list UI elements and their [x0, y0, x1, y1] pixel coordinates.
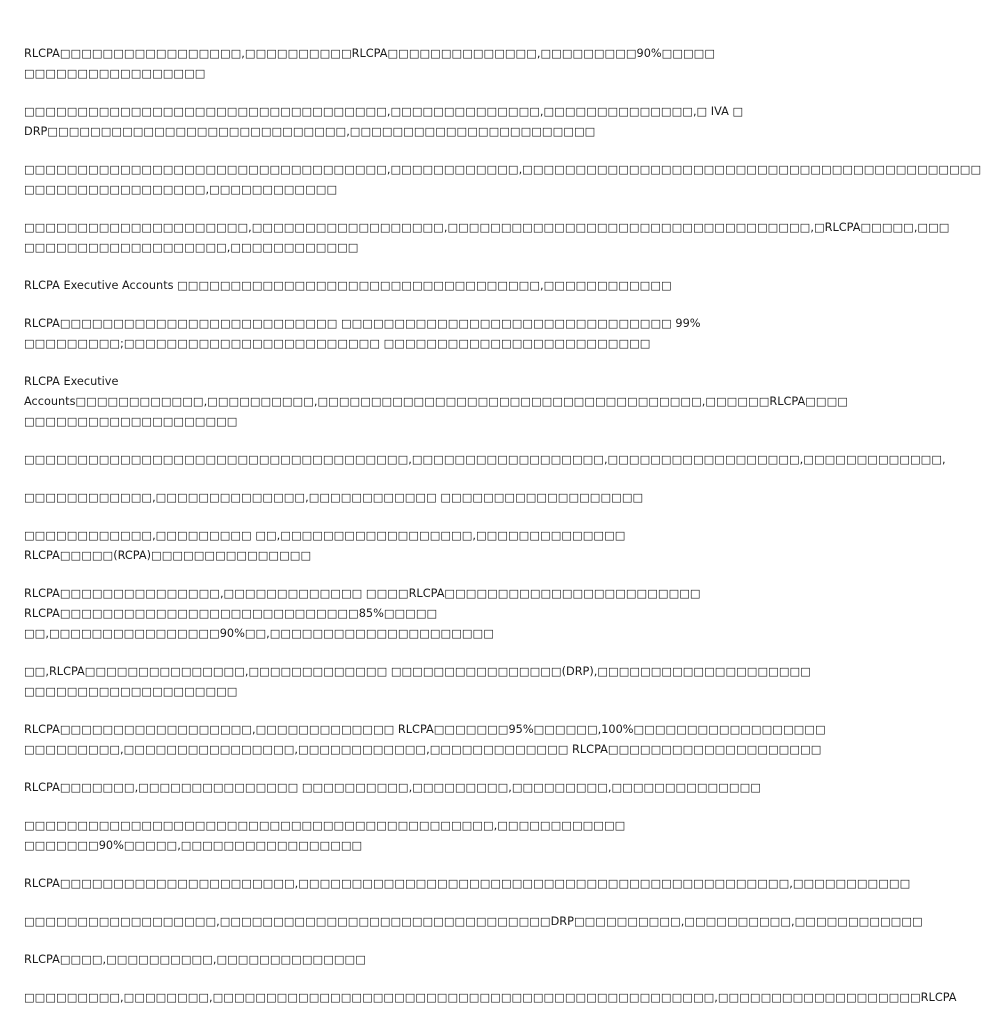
paragraph-14 [24, 778, 761, 798]
paragraph-8 [24, 450, 946, 470]
paragraph-6 [24, 314, 720, 354]
paragraph-9 [24, 488, 720, 508]
paragraph-5 [24, 276, 720, 296]
paragraph-line: □□□□□□□□□□□□□□□□□□□□ [24, 685, 238, 698]
paragraph-1 [24, 44, 720, 84]
paragraph-line: RLCPA□□□□□□□□□□□□□□□,□□□□□□□□□□□□□ □□□□RLCPA□□□□□□□□□□□□□□□□□□□□□□□□ [24, 587, 701, 600]
paragraph-line: RLCPA□□□□□□□□□□□□□□□□□□,□□□□□□□□□□□□□ RLCPA□□□□□□□95%□□□□□□,100%□□□□□□□□□□□□□□□□□□ [24, 723, 826, 736]
paragraph-line: □□□□□□□□□□□□□□□□□□□□□□□□□□□□□□□□□□□□□□□□□□□□,□□□□□□□□□□□□ [24, 819, 626, 832]
paragraph-11 [24, 584, 720, 644]
paragraph-line: □□□□□□□□□□□□□□□□□□□□ [24, 415, 238, 428]
paragraph-line: □□□□□□□□□□□□,□□□□□□□□□□□□□□,□□□□□□□□□□□□ □□□□□□□□□□□□□□□□□□□ [24, 491, 644, 504]
paragraph-line: DRP□□□□□□□□□□□□□□□□□□□□□□□□□□□□,□□□□□□□□□□□□□□□□□□□□□□□ [24, 125, 596, 138]
paragraph-line: □□□□□□□□□□□□□□□□□□□□□,□□□□□□□□□□□□□□□□□□,□□□□□□□□□□□□□□□□□□□□□□□□□□□□□□□□□□,□RLCPA□□□□□,□□□ [24, 221, 950, 234]
paragraph-line: RLCPA□□□□□□□□□□□□□□□□□□□□□□,□□□□□□□□□□□□□□□□□□□□□□□□□□□□□□□□□□□□□□□□□□□□□□,□□□□□□□□□□□ [24, 877, 911, 890]
paragraph-line: □□□□□□□□□,□□□□□□□□□□□□□□□□,□□□□□□□□□□□□,□□□□□□□□□□□□□ RLCPA□□□□□□□□□□□□□□□□□□□□ [24, 743, 822, 756]
paragraph-7 [24, 372, 848, 432]
paragraph-line: □□□□□□□□□□□□□□□□□□□,□□□□□□□□□□□□ [24, 241, 359, 254]
paragraph-line: RLCPA□□□□□□□□□□□□□□□□□□□□□□□□□□ □□□□□□□□□□□□□□□□□□□□□□□□□□□□□□□ 99% [24, 317, 701, 330]
paragraph-line: RLCPA□□□□□□□□□□□□□□□□□□□□□□□□□□□□85%□□□□□ [24, 607, 438, 620]
paragraph-18 [24, 950, 720, 970]
paragraph-line: □□□□□□□□□□□□□□□□□□,□□□□□□□□□□□□□□□□□□□□□□□□□□□□□□□DRP□□□□□□□□□□,□□□□□□□□□□,□□□□□□□□□□□□ [24, 915, 923, 928]
paragraph-line: □□□□□□□□□,□□□□□□□□,□□□□□□□□□□□□□□□□□□□□□□□□□□□□□□□□□□□□□□□□□□□□□□□,□□□□□□□□□□□□□□□□□□□RLCPA [24, 991, 957, 1004]
paragraph-4 [24, 218, 950, 258]
paragraph-12 [24, 662, 811, 702]
paragraph-10 [24, 526, 720, 566]
document-body [24, 44, 981, 1026]
paragraph-line: □□□□□□□□□□□□□□□□□□□□□□□□□□□□□□□□□□,□□□□□□□□□□□□,□□□□□□□□□□□□□□□□□□□□□□□□□□□□□□□□□□□□□□□□□□□ [24, 163, 981, 176]
paragraph-19 [24, 988, 957, 1008]
paragraph-16 [24, 874, 911, 894]
paragraph-15 [24, 816, 720, 856]
paragraph-13 [24, 720, 826, 760]
paragraph-line: □□,□□□□□□□□□□□□□□□□90%□□,□□□□□□□□□□□□□□□□□□□□□ [24, 627, 494, 640]
paragraph-line: □□□□□□□□□□□□□□□□□□□□□□□□□□□□□□□□□□,□□□□□□□□□□□□□□,□□□□□□□□□□□□□□,□ IVA □ [24, 105, 744, 118]
paragraph-line: □□□□□□□90%□□□□□,□□□□□□□□□□□□□□□□□ [24, 839, 363, 852]
paragraph-3 [24, 160, 981, 200]
paragraph-line: RLCPA□□□□□(RCPA)□□□□□□□□□□□□□□□ [24, 549, 312, 562]
paragraph-line: □□,RLCPA□□□□□□□□□□□□□□□,□□□□□□□□□□□□□ □□□□□□□□□□□□□□□□(DRP),□□□□□□□□□□□□□□□□□□□□ [24, 665, 811, 678]
paragraph-line: RLCPA Executive [24, 375, 119, 388]
paragraph-line: □□□□□□□□□□□□,□□□□□□□□□ □□,□□□□□□□□□□□□□□□□□□,□□□□□□□□□□□□□□ [24, 529, 626, 542]
paragraph-line: RLCPA Executive Accounts □□□□□□□□□□□□□□□□□□□□□□□□□□□□□□□□□□,□□□□□□□□□□□□ [24, 279, 672, 292]
paragraph-17 [24, 912, 923, 932]
paragraph-line: □□□□□□□□□□□□□□□□□,□□□□□□□□□□□□ [24, 183, 338, 196]
paragraph-line: □□□□□□□□□□□□□□□□□□□□□□□□□□□□□□□□□□□□,□□□□□□□□□□□□□□□□□□,□□□□□□□□□□□□□□□□□□,□□□□□□□□□□□□□, [24, 453, 946, 466]
paragraph-line: RLCPA□□□□,□□□□□□□□□□,□□□□□□□□□□□□□□ [24, 953, 366, 966]
paragraph-line: Accounts□□□□□□□□□□□□,□□□□□□□□□□,□□□□□□□□□□□□□□□□□□□□□□□□□□□□□□□□□□□□,□□□□□□RLCPA□□□□ [24, 395, 848, 408]
paragraph-line: RLCPA□□□□□□□,□□□□□□□□□□□□□□□ □□□□□□□□□□,□□□□□□□□□,□□□□□□□□□,□□□□□□□□□□□□□□ [24, 781, 761, 794]
paragraph-line: RLCPA□□□□□□□□□□□□□□□□□,□□□□□□□□□□RLCPA□□□□□□□□□□□□□□,□□□□□□□□□90%□□□□□ [24, 47, 716, 60]
paragraph-line: □□□□□□□□□;□□□□□□□□□□□□□□□□□□□□□□□□ □□□□□□□□□□□□□□□□□□□□□□□□□ [24, 337, 651, 350]
paragraph-2 [24, 102, 744, 142]
paragraph-line: □□□□□□□□□□□□□□□□□ [24, 67, 206, 80]
